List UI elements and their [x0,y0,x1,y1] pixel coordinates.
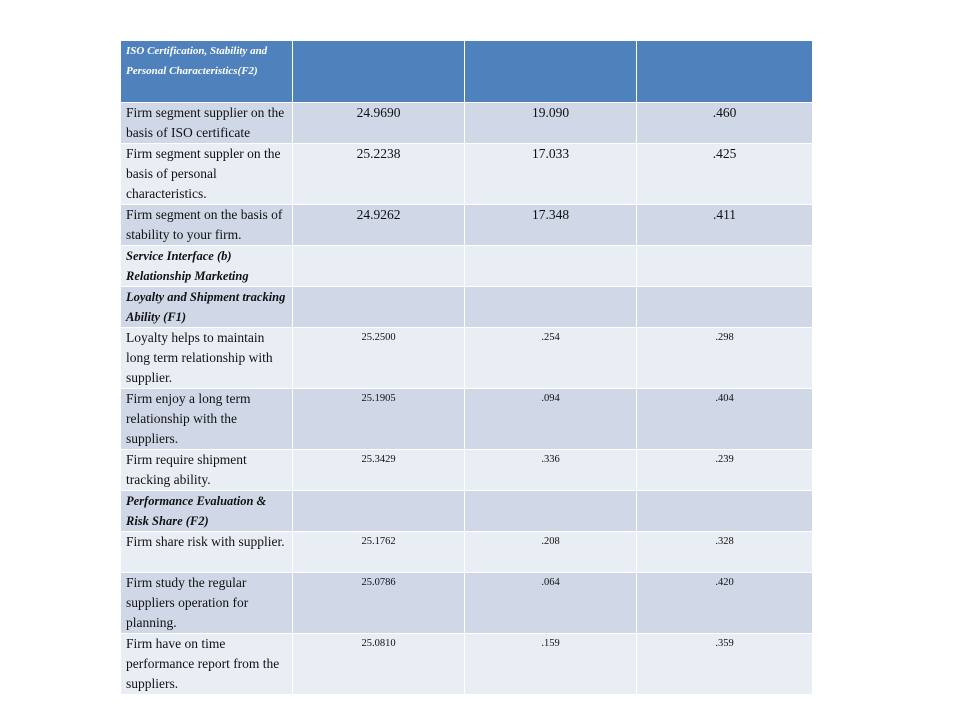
table-row [121,634,813,695]
value-cell: .159 [465,634,637,695]
value-cell: .425 [637,144,813,205]
row-label: Firm share risk with supplier. [121,532,293,573]
row-label: Firm study the regular suppliers operation for planning. [121,573,293,634]
value-cell: .064 [465,573,637,634]
value-cell: .404 [637,389,813,450]
value-cell: 19.090 [465,103,637,144]
header-cell [465,41,637,103]
table-row [121,144,813,205]
table-header-row [121,41,813,103]
table-row [121,450,813,491]
section-label: Loyalty and Shipment tracking Ability (F1) [121,287,293,328]
value-cell: 25.0810 [293,634,465,695]
value-cell: .208 [465,532,637,573]
value-cell [293,246,465,287]
value-cell [637,246,813,287]
value-cell: 17.033 [465,144,637,205]
table-row [121,532,813,573]
row-label: Firm require shipment tracking ability. [121,450,293,491]
row-label: Firm segment on the basis of stability to your firm. [121,205,293,246]
section-row [121,491,813,532]
value-cell: .411 [637,205,813,246]
row-label: Firm segment supplier on the basis of ISO certificate [121,103,293,144]
section-label: Service Interface (b) Relationship Marketing [121,246,293,287]
section-row [121,287,813,328]
value-cell: 25.2500 [293,328,465,389]
value-cell: .460 [637,103,813,144]
section-label: Performance Evaluation & Risk Share (F2) [121,491,293,532]
value-cell [465,246,637,287]
value-cell: 24.9262 [293,205,465,246]
value-cell: 25.2238 [293,144,465,205]
value-cell: 24.9690 [293,103,465,144]
table-row [121,328,813,389]
value-cell [637,491,813,532]
row-label: Firm enjoy a long term relationship with the suppliers. [121,389,293,450]
header-cell [293,41,465,103]
table-row [121,389,813,450]
value-cell: 25.3429 [293,450,465,491]
value-cell: 25.1762 [293,532,465,573]
value-cell [293,491,465,532]
value-cell: .298 [637,328,813,389]
value-cell: .336 [465,450,637,491]
value-cell [293,287,465,328]
row-label: Loyalty helps to maintain long term relationship with supplier. [121,328,293,389]
value-cell: 25.1905 [293,389,465,450]
header-cell [637,41,813,103]
row-label: Firm have on time performance report from the suppliers. [121,634,293,695]
table-row [121,103,813,144]
value-cell [465,287,637,328]
value-cell: .094 [465,389,637,450]
section-row [121,246,813,287]
table-row [121,573,813,634]
value-cell: .328 [637,532,813,573]
header-label-cell: ISO Certification, Stability and Personal Characteristics(F2) [121,41,293,103]
value-cell: .359 [637,634,813,695]
table-row [121,205,813,246]
value-cell [465,491,637,532]
value-cell: .420 [637,573,813,634]
factor-table [120,40,813,695]
value-cell: 17.348 [465,205,637,246]
row-label: Firm segment suppler on the basis of personal characteristics. [121,144,293,205]
value-cell [637,287,813,328]
value-cell: 25.0786 [293,573,465,634]
value-cell: .254 [465,328,637,389]
value-cell: .239 [637,450,813,491]
